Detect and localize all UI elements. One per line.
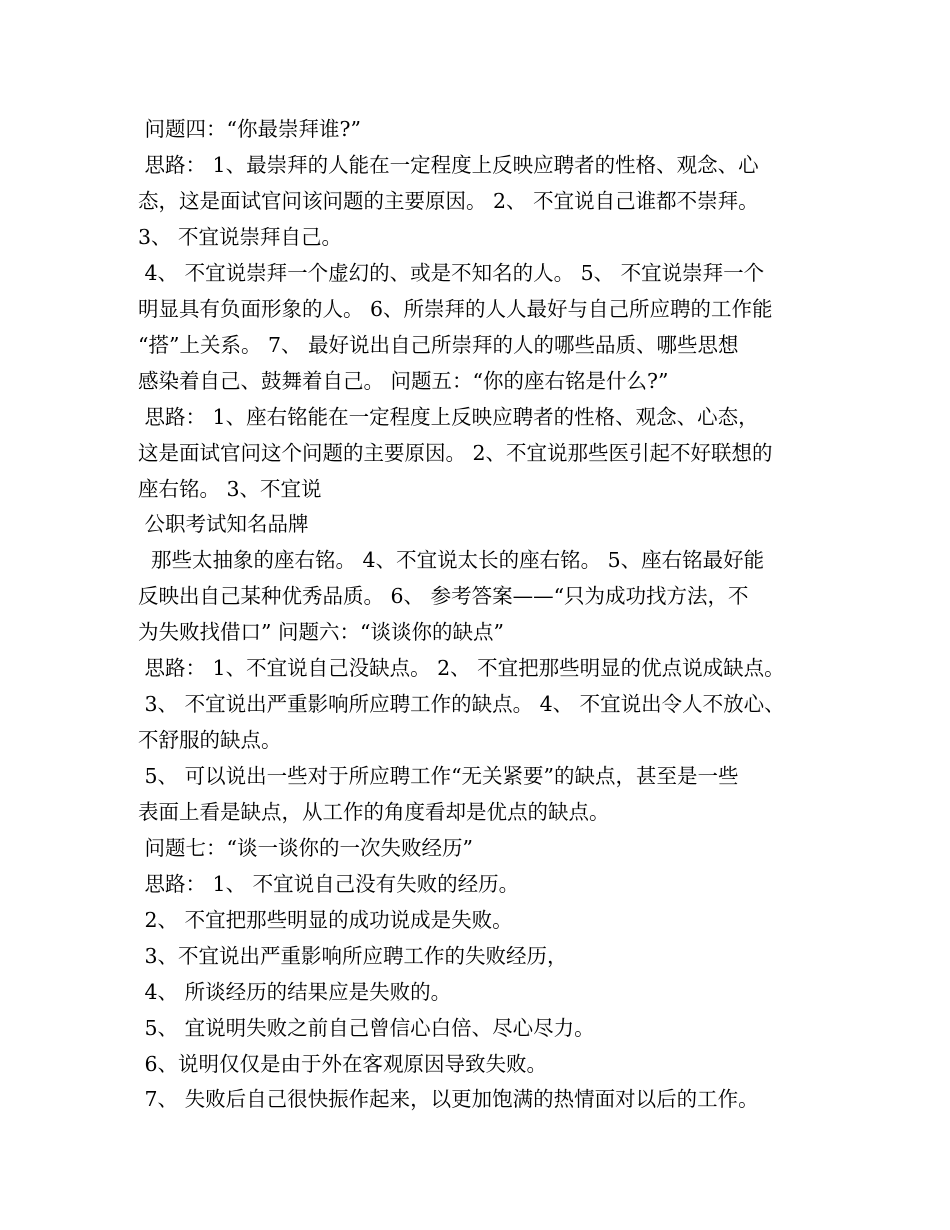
text-line: 这是面试官问这个问题的主要原因。 2、不宜说那些医引起不好联想的 [138,441,773,465]
text-line: 思路： 1、最崇拜的人能在一定程度上反映应聘者的性格、观念、心 [138,153,759,177]
text-line: 思路： 1、座右铭能在一定程度上反映应聘者的性格、观念、心态， [138,405,759,429]
text-line: 为失败找借口” 问题六：“谈谈你的缺点” [138,620,504,644]
text-line: 4、 不宜说崇拜一个虚幻的、或是不知名的人。 5、 不宜说崇拜一个 [138,261,765,285]
text-line: 那些太抽象的座右铭。 4、不宜说太长的座右铭。 5、座右铭最好能 [138,548,765,572]
text-line: 3、不宜说出严重影响所应聘工作的失败经历， [138,944,568,968]
text-line: 态，这是面试官问该问题的主要原因。 2、 不宜说自己谁都不崇拜。 [138,189,759,213]
text-line: 思路： 1、 不宜说自己没有失败的经历。 [138,872,520,896]
text-line: 不舒服的缺点。 [138,728,282,752]
text-line: 5、 可以说出一些对于所应聘工作“无关紧要”的缺点，甚至是一些 [138,764,739,788]
text-line: 问题四：“你最崇拜谁?” [138,117,361,141]
text-line: 问题七：“谈一谈你的一次失败经历” [138,836,473,860]
text-line: 感染着自己、鼓舞着自己。 问题五：“你的座右铭是什么?” [138,369,669,393]
text-line: 公职考试知名品牌 [138,512,309,536]
text-line: “搭”上关系。 7、 最好说出自己所崇拜的人的哪些品质、哪些思想 [138,333,739,357]
text-line: 7、 失败后自己很快振作起来，以更加饱满的热情面对以后的工作。 [138,1087,759,1111]
text-line: 座右铭。 3、不宜说 [138,477,322,501]
text-line: 3、 不宜说崇拜自己。 [138,225,343,249]
text-line: 反映出自己某种优秀品质。 6、 参考答案——“只为成功找方法，不 [138,584,749,608]
text-line: 明显具有负面形象的人。 6、所崇拜的人人最好与自己所应聘的工作能 [138,297,773,321]
text-line: 思路： 1、不宜说自己没缺点。 2、 不宜把那些明显的优点说成缺点。 [138,656,785,680]
text-line: 2、 不宜把那些明显的成功说成是失败。 [138,908,513,932]
text-line: 3、 不宜说出严重影响所应聘工作的缺点。 4、 不宜说出令人不放心、 [138,692,785,716]
text-line: 6、说明仅仅是由于外在客观原因导致失败。 [138,1052,548,1076]
text-line: 5、 宜说明失败之前自己曾信心白倍、尽心尽力。 [138,1016,595,1040]
text-line: 表面上看是缺点，从工作的角度看却是优点的缺点。 [138,800,610,824]
text-line: 4、 所谈经历的结果应是失败的。 [138,980,452,1004]
